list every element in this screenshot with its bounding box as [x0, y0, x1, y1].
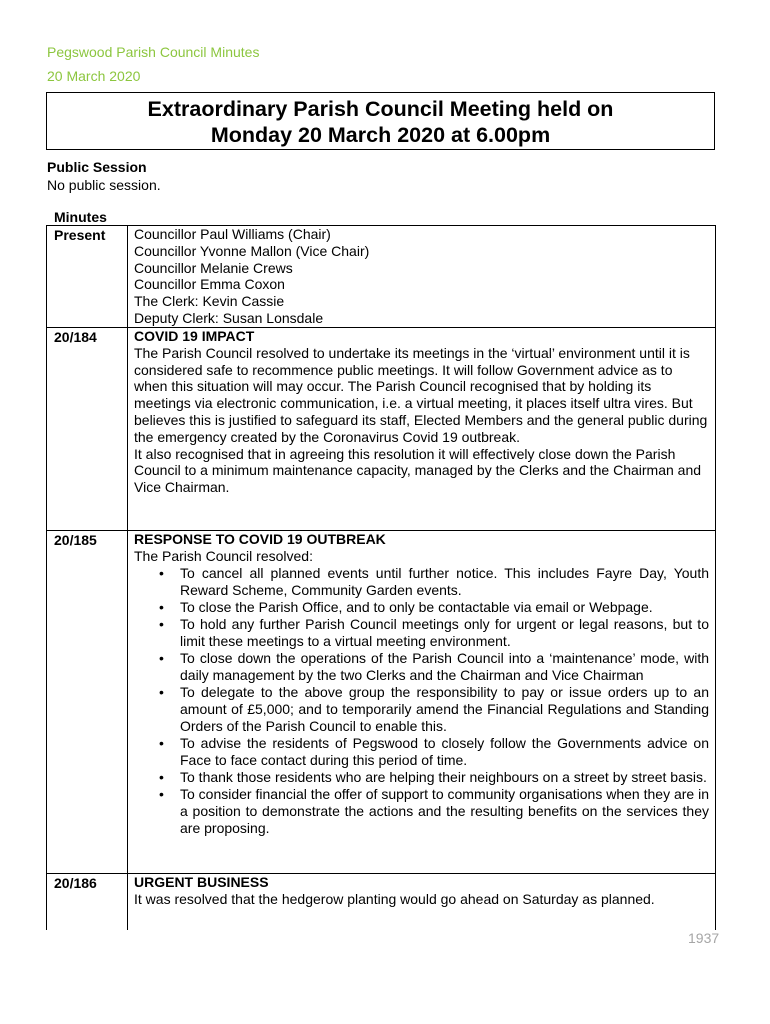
present-label: Present [54, 227, 106, 243]
minute-ref: 20/186 [54, 875, 97, 891]
resolution-item [134, 650, 709, 684]
minute-intro: The Parish Council resolved: [134, 547, 313, 564]
resolution-text: To cancel all planned events until further notice. This includes Fayre Day, Youth Reward Scheme, Community Garden events. [180, 564, 709, 598]
meeting-title-line2: Monday 20 March 2020 at 6.00pm [210, 123, 551, 147]
resolution-text: To close the Parish Office, and to only be contactable via email or Webpage. [180, 598, 653, 615]
minute-heading: URGENT BUSINESS [134, 874, 269, 890]
resolution-text: To advise the residents of Pegswood to closely follow the Governments advice on Face to face contact during this period of time. [180, 734, 709, 768]
public-session-text: No public session. [47, 177, 161, 193]
bullet-icon: • [159, 598, 164, 615]
resolution-item [134, 616, 709, 650]
table-border-right [715, 225, 716, 930]
resolution-text: To delegate to the above group the responsibility to pay or issue orders up to an amount of £5,000; and to temporarily amend the Financial Regulations and Standing Orders of the Parish Council to enable this. [180, 683, 709, 734]
minute-ref: 20/185 [54, 532, 97, 548]
bullet-icon: • [159, 615, 164, 632]
attendee: Councillor Melanie Crews [134, 259, 293, 276]
attendee: Councillor Yvonne Mallon (Vice Chair) [134, 242, 370, 259]
minute-paragraph: It was resolved that the hedgerow planting would go ahead on Saturday as planned. [134, 890, 655, 907]
bullet-icon: • [159, 734, 164, 751]
bullet-icon: • [159, 564, 164, 581]
resolution-text: To close down the operations of the Parish Council into a ‘maintenance’ mode, with daily management by the two Clerks and the Chairman and Vice Chairman [180, 649, 709, 683]
resolution-item [134, 786, 709, 837]
attendee: Councillor Emma Coxon [134, 276, 285, 293]
bullet-icon: • [159, 768, 164, 785]
bullet-icon: • [159, 683, 164, 700]
resolution-text: To thank those residents who are helping their neighbours on a street by street basis. [180, 768, 707, 785]
minute-paragraph: The Parish Council resolved to undertake its meetings in the ‘virtual’ environment until it is considered safe to recommence public meetings. It will follow Government advice as to when this situation will may occur. The Parish Council recognised that by holding its meetings via electronic communication, i.e. a virtual meeting, it places itself ultra vires. But believes this is justified to safeguard its staff, Elected Members and the general public during the emergency created by the Coronavirus Covid 19 outbreak. [134, 344, 708, 445]
attendee: Deputy Clerk: Susan Lonsdale [134, 309, 324, 326]
minute-item-covid-impact [134, 328, 709, 496]
public-session-heading: Public Session [47, 159, 147, 175]
attendee: The Clerk: Kevin Cassie [134, 293, 285, 310]
resolution-item [134, 684, 709, 735]
minute-ref: 20/184 [54, 329, 97, 345]
meeting-title-line1: Extraordinary Parish Council Meeting held on [147, 97, 614, 121]
resolution-item [134, 599, 709, 616]
resolution-item [134, 769, 709, 786]
resolution-text: To hold any further Parish Council meetings only for urgent or legal reasons, but to limit these meetings to a virtual meeting environment. [180, 615, 709, 649]
minutes-table [46, 225, 716, 930]
minute-heading: COVID 19 IMPACT [134, 328, 255, 344]
attendee-list [134, 226, 709, 327]
meeting-title-box [46, 92, 715, 150]
table-border-left [46, 225, 47, 930]
document-header-title: Pegswood Parish Council Minutes [47, 44, 260, 60]
minute-item-urgent-business [134, 874, 709, 908]
minute-item-covid-response [134, 531, 709, 837]
attendee: Councillor Paul Williams (Chair) [134, 226, 331, 242]
minute-paragraph: It also recognised that in agreeing this resolution it will effectively close down the Parish Council to a minimum maintenance capacity, managed by the Clerks and the Chairman and Vice Chairman. [134, 445, 702, 496]
minutes-label: Minutes [54, 209, 107, 225]
resolution-item [134, 565, 709, 599]
table-column-divider [127, 225, 128, 930]
page-number: 1937 [688, 930, 720, 946]
minute-heading: RESPONSE TO COVID 19 OUTBREAK [134, 531, 386, 547]
bullet-icon: • [159, 785, 164, 802]
resolution-list [134, 565, 709, 837]
resolution-text: To consider financial the offer of support to community organisations when they are in a position to demonstrate the actions and the resulting benefits on the services they are proposing. [180, 785, 709, 836]
bullet-icon: • [159, 649, 164, 666]
document-header-date: 20 March 2020 [47, 68, 141, 84]
resolution-item [134, 735, 709, 769]
